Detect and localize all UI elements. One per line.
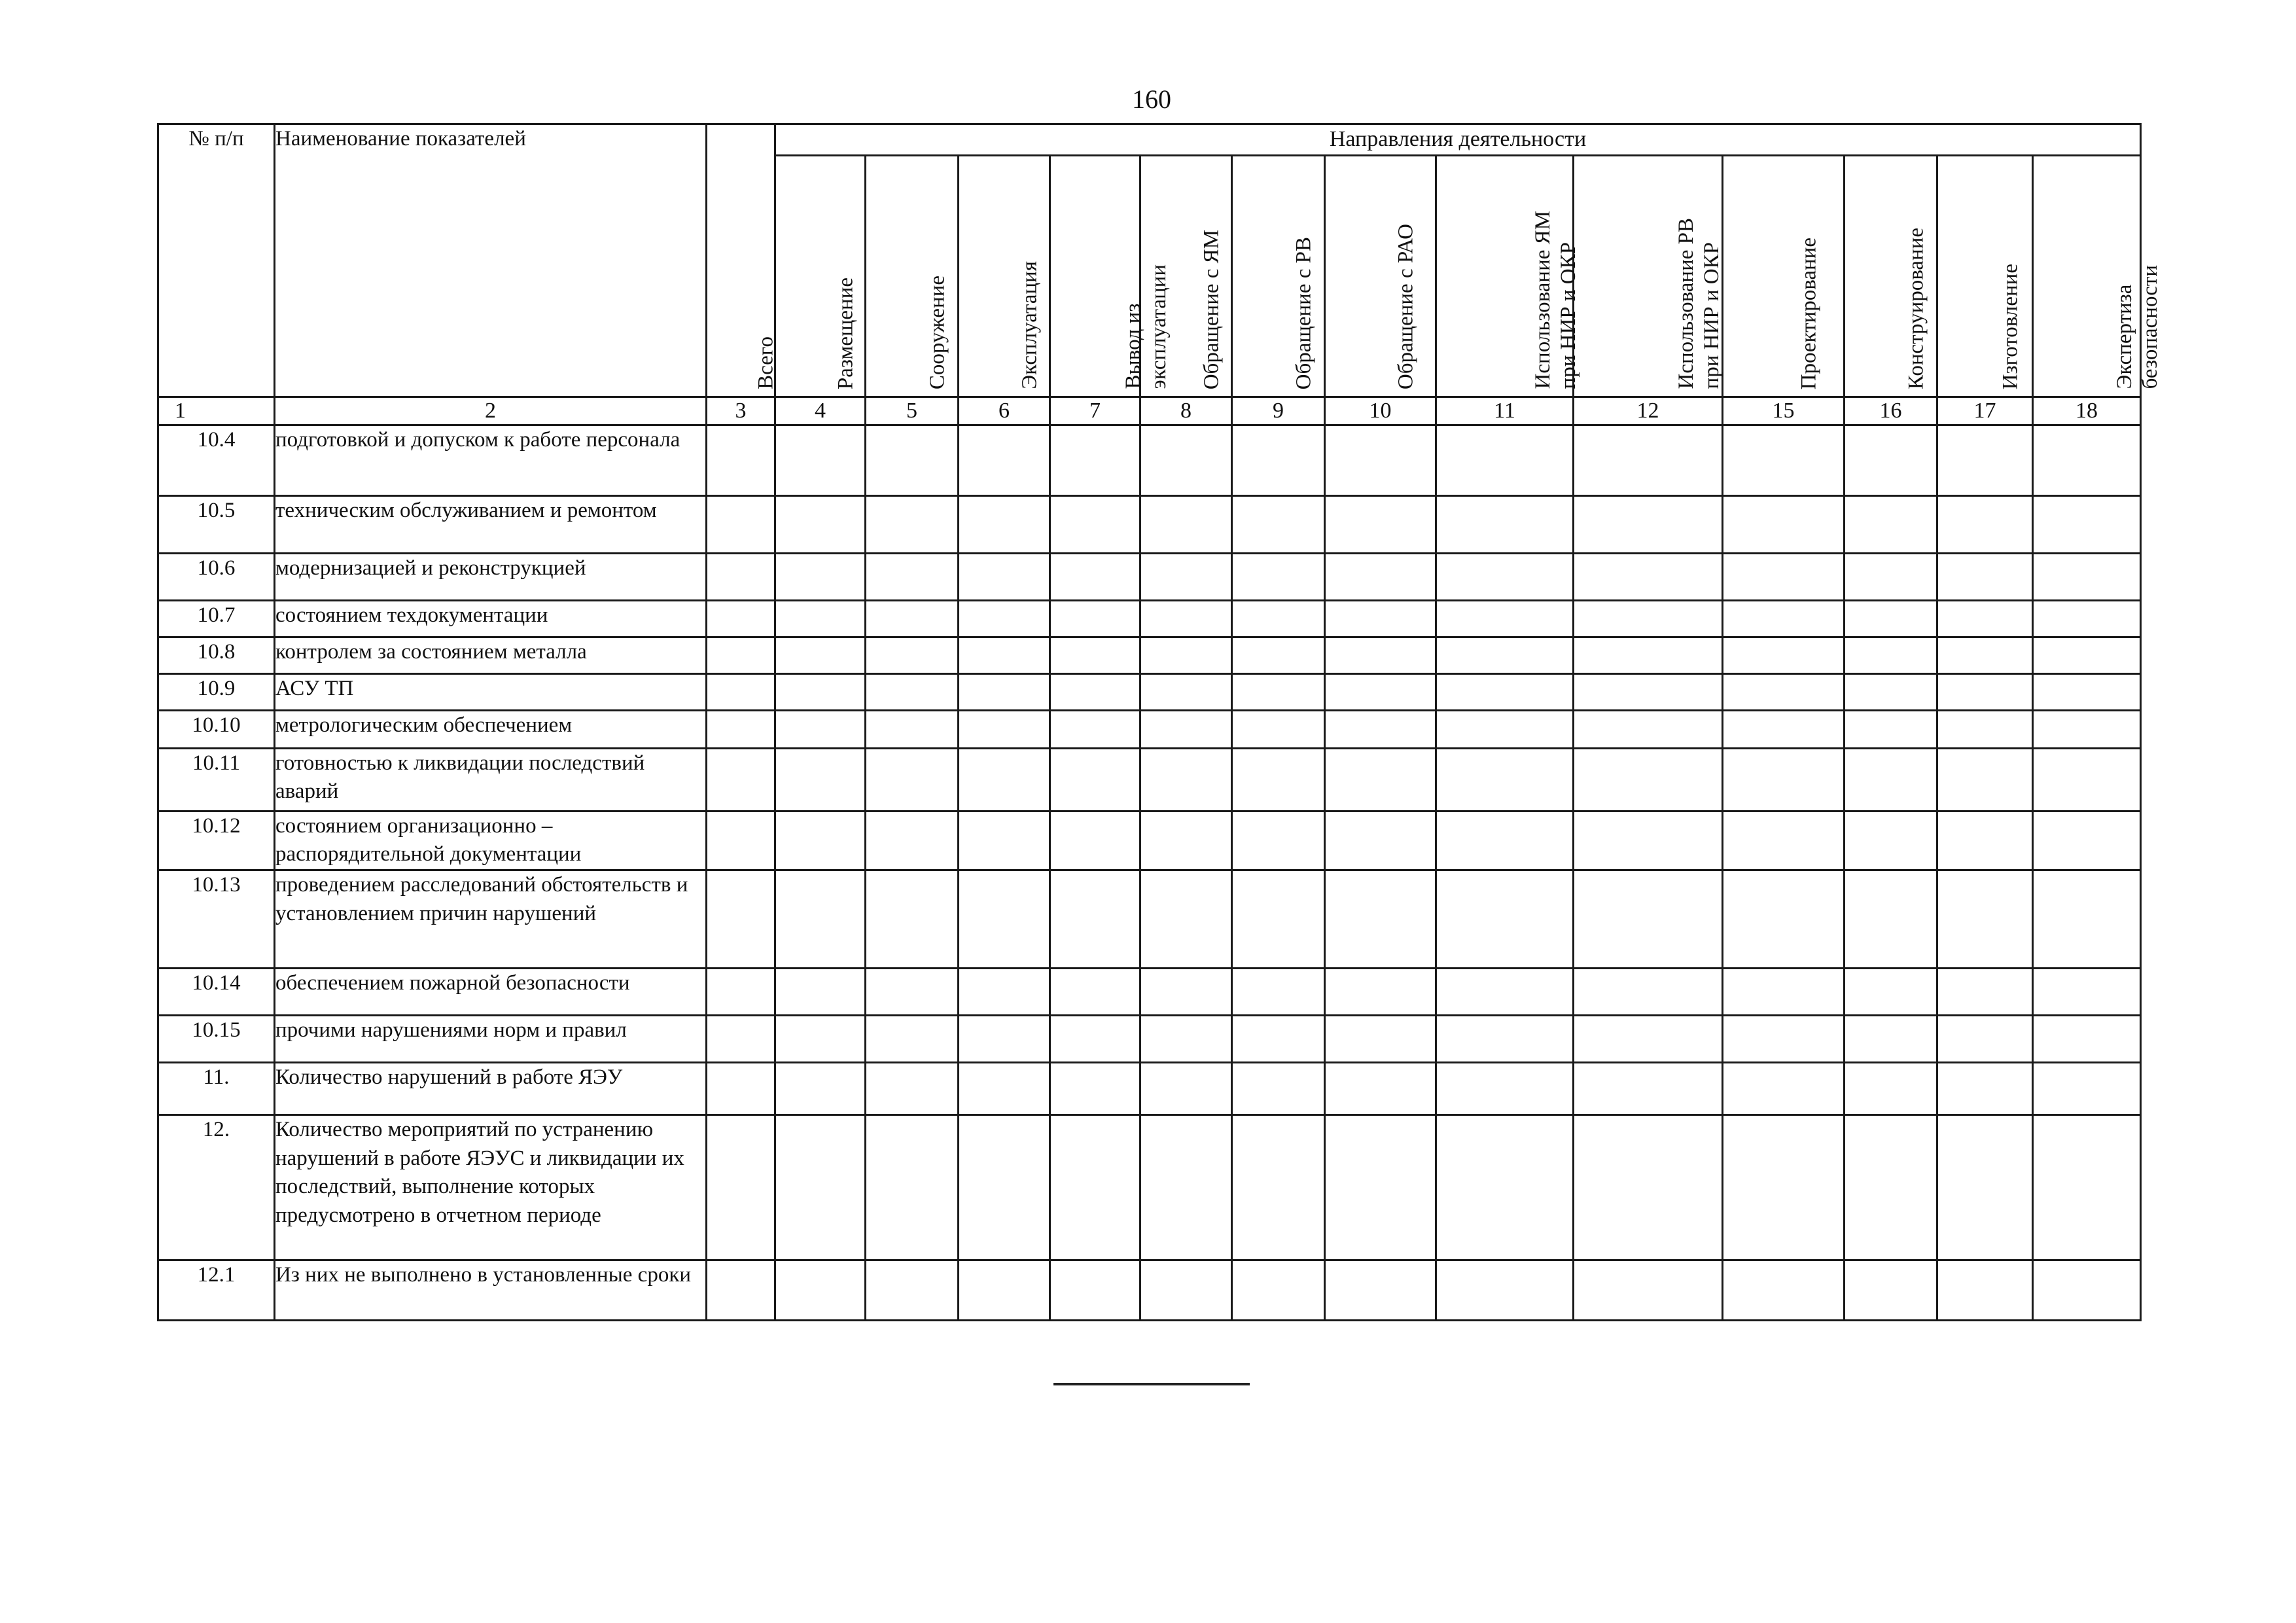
column-number: 6	[959, 397, 1050, 425]
value-cell	[1574, 1115, 1723, 1260]
value-cell	[1140, 870, 1232, 968]
value-cell	[1140, 553, 1232, 600]
value-cell	[866, 495, 959, 553]
row-indicator-name: подготовкой и допуском к работе персонала	[275, 425, 707, 495]
value-cell	[866, 1015, 959, 1062]
report-table	[157, 123, 2162, 1321]
value-cell	[1574, 1260, 1723, 1320]
value-cell	[1574, 600, 1723, 637]
value-cell	[1723, 600, 1845, 637]
row-number: 10.14	[158, 968, 275, 1015]
value-cell	[1325, 1260, 1436, 1320]
table-row	[158, 673, 2141, 710]
row-number: 10.8	[158, 637, 275, 673]
value-cell	[1436, 1015, 1574, 1062]
row-number: 10.4	[158, 425, 275, 495]
value-cell	[959, 637, 1050, 673]
value-cell	[1845, 600, 1937, 637]
value-cell	[1937, 710, 2033, 748]
value-cell	[866, 1260, 959, 1320]
value-cell	[866, 870, 959, 968]
value-cell	[775, 425, 866, 495]
value-cell	[1325, 553, 1436, 600]
row-indicator-name: модернизацией и реконструкцией	[275, 553, 707, 600]
value-cell	[1574, 553, 1723, 600]
value-cell	[775, 710, 866, 748]
row-indicator-name: состоянием организационно – распорядительной документации	[275, 811, 707, 870]
column-number: 8	[1140, 397, 1232, 425]
column-numbers-row	[158, 397, 2141, 425]
value-cell	[1937, 637, 2033, 673]
value-cell	[707, 495, 775, 553]
value-cell	[707, 673, 775, 710]
value-cell	[1436, 968, 1574, 1015]
value-cell	[959, 553, 1050, 600]
value-cell	[1937, 1062, 2033, 1115]
value-cell	[1937, 1015, 2033, 1062]
value-cell	[1050, 811, 1140, 870]
value-cell	[866, 425, 959, 495]
value-cell	[866, 673, 959, 710]
value-cell	[1845, 968, 1937, 1015]
value-cell	[1140, 968, 1232, 1015]
value-cell	[1574, 495, 1723, 553]
value-cell	[1050, 673, 1140, 710]
value-cell	[1325, 1115, 1436, 1260]
value-cell	[866, 968, 959, 1015]
value-cell	[1050, 553, 1140, 600]
column-header-direction: Использование РВ при НИР и ОКР	[1574, 155, 1723, 397]
value-cell	[1050, 968, 1140, 1015]
value-cell	[1845, 637, 1937, 673]
value-cell	[1845, 425, 1937, 495]
value-cell	[1723, 710, 1845, 748]
value-cell	[1937, 673, 2033, 710]
value-cell	[1140, 1062, 1232, 1115]
column-header-direction: Конструирование	[1845, 155, 1937, 397]
value-cell	[1232, 1015, 1325, 1062]
row-indicator-name: Из них не выполнено в установленные сроки	[275, 1260, 707, 1320]
row-indicator-name: техническим обслуживанием и ремонтом	[275, 495, 707, 553]
column-number: 16	[1845, 397, 1937, 425]
value-cell	[707, 600, 775, 637]
value-cell	[707, 968, 775, 1015]
value-cell	[775, 673, 866, 710]
value-cell	[1436, 748, 1574, 811]
value-cell	[1845, 1115, 1937, 1260]
value-cell	[866, 710, 959, 748]
column-number: 9	[1232, 397, 1325, 425]
row-number: 10.9	[158, 673, 275, 710]
value-cell	[1436, 1062, 1574, 1115]
value-cell	[1723, 968, 1845, 1015]
value-cell	[1845, 748, 1937, 811]
column-header-direction: Экспертиза безопасности	[2033, 155, 2141, 397]
value-cell	[1325, 968, 1436, 1015]
value-cell	[1232, 495, 1325, 553]
value-cell	[2033, 495, 2141, 553]
table-row	[158, 870, 2141, 968]
value-cell	[1232, 811, 1325, 870]
value-cell	[1937, 425, 2033, 495]
column-header-direction: Эксплуатация	[959, 155, 1050, 397]
table-row	[158, 553, 2141, 600]
value-cell	[2033, 968, 2141, 1015]
value-cell	[1723, 811, 1845, 870]
row-indicator-name: состоянием техдокументации	[275, 600, 707, 637]
value-cell	[775, 1015, 866, 1062]
value-cell	[1845, 1260, 1937, 1320]
value-cell	[1140, 1015, 1232, 1062]
value-cell	[775, 1115, 866, 1260]
value-cell	[1937, 1115, 2033, 1260]
value-cell	[1436, 870, 1574, 968]
table-row	[158, 1260, 2141, 1320]
value-cell	[1723, 637, 1845, 673]
value-cell	[1232, 600, 1325, 637]
value-cell	[1845, 1015, 1937, 1062]
value-cell	[707, 748, 775, 811]
value-cell	[1436, 425, 1574, 495]
value-cell	[1325, 495, 1436, 553]
value-cell	[1436, 673, 1574, 710]
value-cell	[959, 600, 1050, 637]
row-indicator-name: прочими нарушениями норм и правил	[275, 1015, 707, 1062]
column-number: 1	[158, 397, 275, 425]
row-number: 10.11	[158, 748, 275, 811]
value-cell	[959, 1260, 1050, 1320]
row-number: 12.	[158, 1115, 275, 1260]
value-cell	[2033, 811, 2141, 870]
group-header-directions: Направления деятельности	[775, 124, 2141, 156]
value-cell	[1723, 748, 1845, 811]
row-number: 11.	[158, 1062, 275, 1115]
value-cell	[775, 811, 866, 870]
column-header-direction: Обращение с ЯМ	[1140, 155, 1232, 397]
value-cell	[959, 673, 1050, 710]
value-cell	[1140, 1260, 1232, 1320]
row-indicator-name: АСУ ТП	[275, 673, 707, 710]
value-cell	[1845, 1062, 1937, 1115]
value-cell	[2033, 425, 2141, 495]
value-cell	[1574, 870, 1723, 968]
value-cell	[707, 1260, 775, 1320]
value-cell	[707, 1115, 775, 1260]
row-number: 10.13	[158, 870, 275, 968]
value-cell	[1436, 1260, 1574, 1320]
column-header-direction: Использование ЯМ при НИР и ОКР	[1436, 155, 1574, 397]
column-header-direction: Размещение	[775, 155, 866, 397]
value-cell	[707, 811, 775, 870]
value-cell	[1232, 637, 1325, 673]
value-cell	[1232, 553, 1325, 600]
value-cell	[1574, 1015, 1723, 1062]
value-cell	[2033, 673, 2141, 710]
value-cell	[1140, 748, 1232, 811]
value-cell	[1723, 1062, 1845, 1115]
table-row	[158, 495, 2141, 553]
value-cell	[1050, 870, 1140, 968]
row-number: 10.5	[158, 495, 275, 553]
value-cell	[866, 600, 959, 637]
value-cell	[1436, 637, 1574, 673]
table-row	[158, 811, 2141, 870]
value-cell	[1574, 710, 1723, 748]
value-cell	[959, 495, 1050, 553]
value-cell	[1937, 870, 2033, 968]
row-indicator-name: метрологическим обеспечением	[275, 710, 707, 748]
value-cell	[2033, 637, 2141, 673]
value-cell	[866, 1115, 959, 1260]
value-cell	[1232, 1260, 1325, 1320]
value-cell	[1937, 811, 2033, 870]
table-row	[158, 1115, 2141, 1260]
value-cell	[1050, 748, 1140, 811]
value-cell	[866, 1062, 959, 1115]
value-cell	[1232, 425, 1325, 495]
value-cell	[2033, 870, 2141, 968]
value-cell	[1574, 673, 1723, 710]
value-cell	[775, 600, 866, 637]
value-cell	[1140, 673, 1232, 710]
table-row	[158, 425, 2141, 495]
table-row	[158, 968, 2141, 1015]
value-cell	[1937, 495, 2033, 553]
value-cell	[707, 425, 775, 495]
value-cell	[2033, 1062, 2141, 1115]
value-cell	[2033, 600, 2141, 637]
column-header-direction: Обращение с РВ	[1232, 155, 1325, 397]
value-cell	[1232, 1062, 1325, 1115]
value-cell	[1937, 553, 2033, 600]
value-cell	[1232, 710, 1325, 748]
row-number: 10.10	[158, 710, 275, 748]
value-cell	[959, 968, 1050, 1015]
column-header-direction: Обращение с РАО	[1325, 155, 1436, 397]
row-indicator-name: готовностью к ликвидации последствий аварий	[275, 748, 707, 811]
value-cell	[1574, 748, 1723, 811]
table-row	[158, 710, 2141, 748]
value-cell	[1845, 673, 1937, 710]
column-number: 4	[775, 397, 866, 425]
value-cell	[1325, 870, 1436, 968]
value-cell	[1723, 673, 1845, 710]
value-cell	[866, 637, 959, 673]
value-cell	[1050, 1062, 1140, 1115]
value-cell	[1436, 495, 1574, 553]
value-cell	[1050, 637, 1140, 673]
value-cell	[1050, 600, 1140, 637]
value-cell	[775, 968, 866, 1015]
column-number: 17	[1937, 397, 2033, 425]
column-number: 18	[2033, 397, 2141, 425]
value-cell	[1050, 495, 1140, 553]
value-cell	[1845, 710, 1937, 748]
value-cell	[1050, 710, 1140, 748]
value-cell	[1937, 968, 2033, 1015]
value-cell	[1325, 600, 1436, 637]
value-cell	[1050, 1015, 1140, 1062]
value-cell	[707, 870, 775, 968]
row-indicator-name: проведением расследований обстоятельств и установлением причин нарушений	[275, 870, 707, 968]
value-cell	[1140, 495, 1232, 553]
column-number: 15	[1723, 397, 1845, 425]
value-cell	[707, 1062, 775, 1115]
table-row	[158, 600, 2141, 637]
value-cell	[1436, 811, 1574, 870]
value-cell	[707, 637, 775, 673]
value-cell	[707, 1015, 775, 1062]
column-header-direction: Сооружение	[866, 155, 959, 397]
row-indicator-name: Количество нарушений в работе ЯЭУ	[275, 1062, 707, 1115]
value-cell	[1723, 870, 1845, 968]
value-cell	[1436, 553, 1574, 600]
table-row	[158, 637, 2141, 673]
column-header-number: № п/п	[158, 124, 275, 397]
value-cell	[707, 710, 775, 748]
value-cell	[959, 1015, 1050, 1062]
column-header-direction: Вывод из эксплуатации	[1050, 155, 1140, 397]
value-cell	[959, 811, 1050, 870]
column-header-direction: Изготовление	[1937, 155, 2033, 397]
value-cell	[707, 553, 775, 600]
row-indicator-name: контролем за состоянием металла	[275, 637, 707, 673]
column-number: 3	[707, 397, 775, 425]
row-indicator-name: обеспечением пожарной безопасности	[275, 968, 707, 1015]
column-number: 11	[1436, 397, 1574, 425]
value-cell	[775, 1260, 866, 1320]
column-number: 7	[1050, 397, 1140, 425]
value-cell	[1140, 1115, 1232, 1260]
value-cell	[1436, 1115, 1574, 1260]
value-cell	[1140, 637, 1232, 673]
footer-divider	[1053, 1383, 1250, 1385]
value-cell	[775, 553, 866, 600]
value-cell	[959, 1062, 1050, 1115]
value-cell	[2033, 1260, 2141, 1320]
value-cell	[1574, 968, 1723, 1015]
row-number: 10.15	[158, 1015, 275, 1062]
row-number: 10.12	[158, 811, 275, 870]
value-cell	[1845, 870, 1937, 968]
value-cell	[1723, 425, 1845, 495]
value-cell	[1574, 1062, 1723, 1115]
column-number: 5	[866, 397, 959, 425]
value-cell	[1050, 1115, 1140, 1260]
value-cell	[1050, 425, 1140, 495]
value-cell	[1325, 425, 1436, 495]
value-cell	[1325, 811, 1436, 870]
value-cell	[1232, 1115, 1325, 1260]
value-cell	[1436, 710, 1574, 748]
value-cell	[2033, 553, 2141, 600]
column-header-total: Всего	[707, 124, 775, 397]
value-cell	[1325, 1062, 1436, 1115]
value-cell	[1325, 1015, 1436, 1062]
row-indicator-name: Количество мероприятий по устранению нарушений в работе ЯЭУС и ликвидации их последствий, выполнение которых предусмотрено в отчетном периоде	[275, 1115, 707, 1260]
value-cell	[1937, 1260, 2033, 1320]
page-number: 160	[1132, 84, 1171, 114]
value-cell	[1845, 495, 1937, 553]
value-cell	[1050, 1260, 1140, 1320]
value-cell	[1232, 673, 1325, 710]
value-cell	[1574, 811, 1723, 870]
value-cell	[1723, 1260, 1845, 1320]
value-cell	[2033, 1015, 2141, 1062]
value-cell	[775, 637, 866, 673]
value-cell	[1325, 673, 1436, 710]
value-cell	[1140, 710, 1232, 748]
value-cell	[1845, 553, 1937, 600]
value-cell	[1140, 425, 1232, 495]
value-cell	[2033, 710, 2141, 748]
row-number: 10.7	[158, 600, 275, 637]
value-cell	[1232, 968, 1325, 1015]
value-cell	[1845, 811, 1937, 870]
value-cell	[959, 870, 1050, 968]
value-cell	[1723, 1015, 1845, 1062]
column-number: 12	[1574, 397, 1723, 425]
value-cell	[1574, 637, 1723, 673]
value-cell	[1325, 637, 1436, 673]
value-cell	[866, 553, 959, 600]
value-cell	[1232, 870, 1325, 968]
table-row	[158, 748, 2141, 811]
value-cell	[1325, 748, 1436, 811]
value-cell	[959, 748, 1050, 811]
value-cell	[1723, 553, 1845, 600]
row-number: 12.1	[158, 1260, 275, 1320]
value-cell	[1436, 600, 1574, 637]
value-cell	[1140, 811, 1232, 870]
value-cell	[1937, 600, 2033, 637]
table-row	[158, 1015, 2141, 1062]
value-cell	[1937, 748, 2033, 811]
value-cell	[1574, 425, 1723, 495]
value-cell	[1723, 1115, 1845, 1260]
value-cell	[866, 748, 959, 811]
column-header-direction: Проектирование	[1723, 155, 1845, 397]
value-cell	[959, 710, 1050, 748]
value-cell	[959, 425, 1050, 495]
value-cell	[959, 1115, 1050, 1260]
value-cell	[1325, 710, 1436, 748]
value-cell	[2033, 1115, 2141, 1260]
column-number: 2	[275, 397, 707, 425]
value-cell	[866, 811, 959, 870]
value-cell	[775, 748, 866, 811]
value-cell	[775, 1062, 866, 1115]
value-cell	[775, 495, 866, 553]
table-row	[158, 1062, 2141, 1115]
value-cell	[1723, 495, 1845, 553]
column-number: 10	[1325, 397, 1436, 425]
value-cell	[2033, 748, 2141, 811]
value-cell	[775, 870, 866, 968]
value-cell	[1232, 748, 1325, 811]
column-header-name: Наименование показателей	[275, 124, 707, 397]
value-cell	[1140, 600, 1232, 637]
row-number: 10.6	[158, 553, 275, 600]
